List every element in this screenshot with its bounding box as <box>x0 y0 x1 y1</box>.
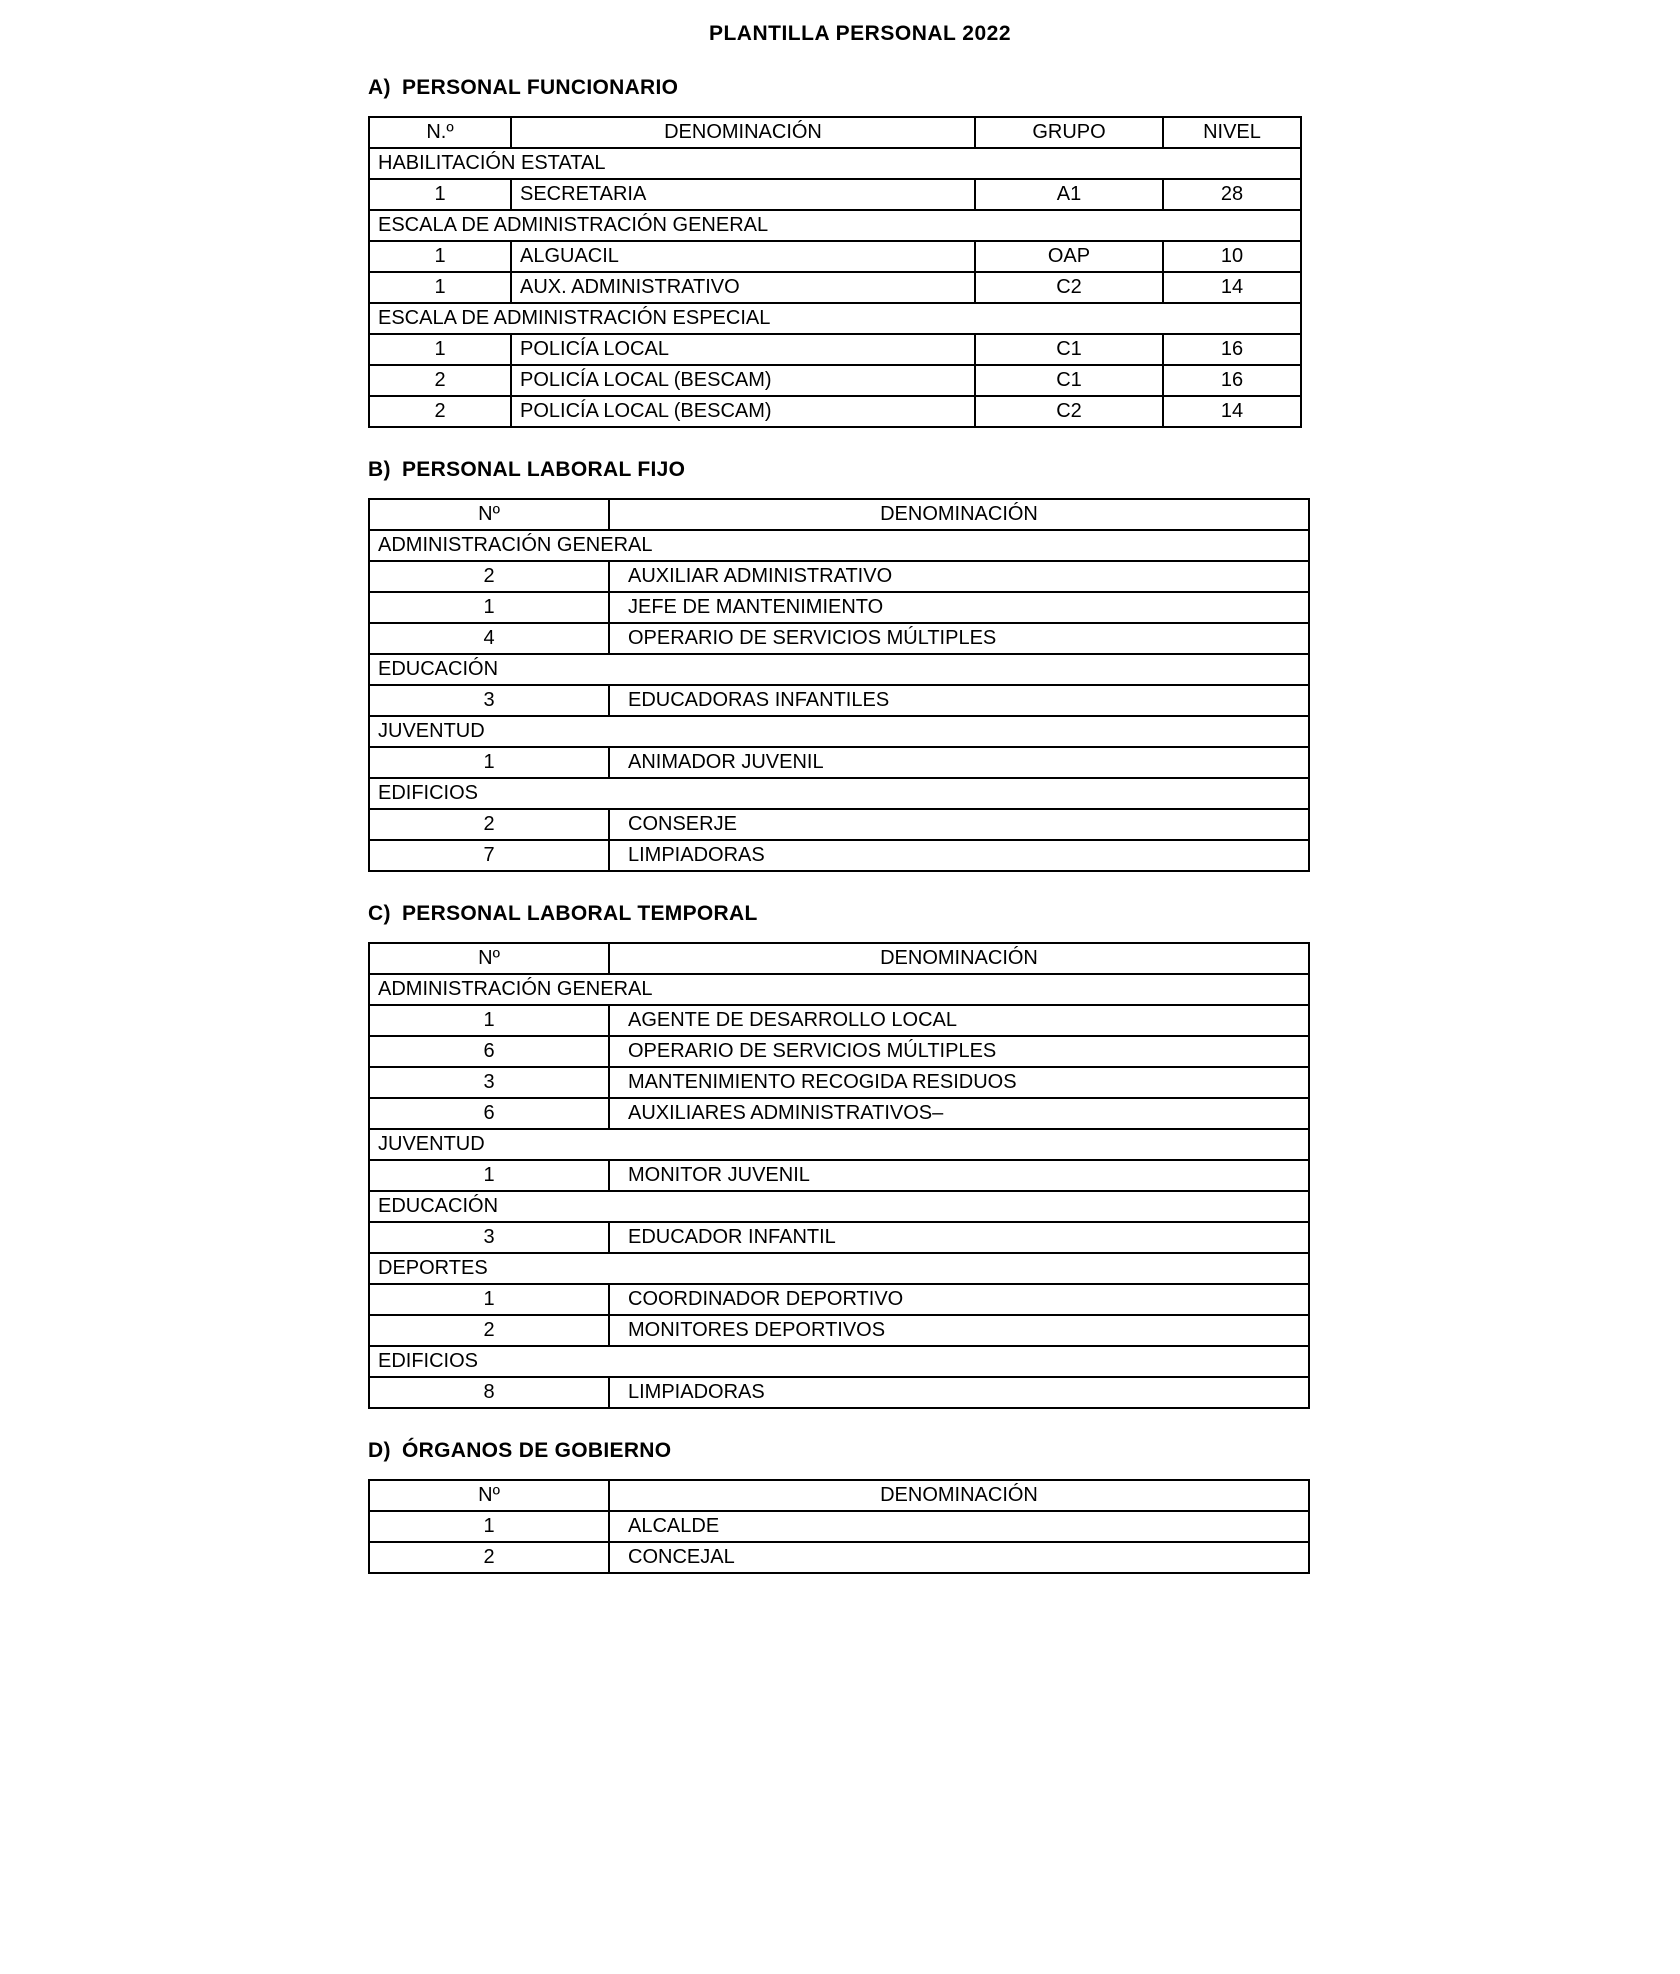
column-header-nivel: NIVEL <box>1163 117 1301 148</box>
group-label: ADMINISTRACIÓN GENERAL <box>369 530 1309 561</box>
section-letter-b: B) <box>368 458 391 481</box>
table-group-row <box>369 974 1309 1005</box>
cell-denominacion: MONITOR JUVENIL <box>609 1160 1309 1191</box>
section-title-d: ÓRGANOS DE GOBIERNO <box>402 1439 672 1462</box>
cell-denominacion: ANIMADOR JUVENIL <box>609 747 1309 778</box>
table-row <box>369 809 1309 840</box>
table-row <box>369 1377 1309 1408</box>
table-row <box>369 1160 1309 1191</box>
table-header-row <box>369 943 1309 974</box>
cell-denominacion: LIMPIADORAS <box>609 840 1309 871</box>
cell-num: 1 <box>369 334 511 365</box>
column-header-denominacion: DENOMINACIÓN <box>609 1480 1309 1511</box>
column-header-num: Nº <box>369 1480 609 1511</box>
table-group-row <box>369 1191 1309 1222</box>
table-personal-laboral-fijo <box>368 498 1310 872</box>
cell-num: 2 <box>369 396 511 427</box>
cell-denominacion: AUXILIAR ADMINISTRATIVO <box>609 561 1309 592</box>
cell-num: 1 <box>369 179 511 210</box>
cell-denominacion: CONCEJAL <box>609 1542 1309 1573</box>
group-label: ESCALA DE ADMINISTRACIÓN GENERAL <box>369 210 1301 241</box>
cell-num: 3 <box>369 685 609 716</box>
cell-denominacion: POLICÍA LOCAL (BESCAM) <box>511 396 975 427</box>
cell-num: 2 <box>369 561 609 592</box>
section-title-c: PERSONAL LABORAL TEMPORAL <box>402 902 758 925</box>
table-row <box>369 241 1301 272</box>
cell-nivel: 14 <box>1163 396 1301 427</box>
cell-num: 1 <box>369 1160 609 1191</box>
table-row <box>369 561 1309 592</box>
cell-denominacion: LIMPIADORAS <box>609 1377 1309 1408</box>
cell-denominacion: MONITORES DEPORTIVOS <box>609 1315 1309 1346</box>
table-row <box>369 1067 1309 1098</box>
cell-grupo: C2 <box>975 272 1163 303</box>
cell-num: 1 <box>369 1511 609 1542</box>
document-page <box>0 22 1680 1574</box>
table-group-row <box>369 1253 1309 1284</box>
cell-grupo: OAP <box>975 241 1163 272</box>
group-label: JUVENTUD <box>369 716 1309 747</box>
cell-grupo: A1 <box>975 179 1163 210</box>
table-row <box>369 1036 1309 1067</box>
section-personal-laboral-fijo <box>0 458 1680 872</box>
table-group-row <box>369 1346 1309 1377</box>
table-group-row <box>369 716 1309 747</box>
table-group-row <box>369 1129 1309 1160</box>
cell-denominacion: ALGUACIL <box>511 241 975 272</box>
table-row <box>369 334 1301 365</box>
cell-num: 6 <box>369 1036 609 1067</box>
cell-num: 2 <box>369 1315 609 1346</box>
table-group-row <box>369 148 1301 179</box>
column-header-denominacion: DENOMINACIÓN <box>511 117 975 148</box>
table-personal-funcionario <box>368 116 1302 428</box>
cell-denominacion: CONSERJE <box>609 809 1309 840</box>
cell-num: 1 <box>369 592 609 623</box>
table-header-row <box>369 499 1309 530</box>
cell-nivel: 28 <box>1163 179 1301 210</box>
cell-nivel: 14 <box>1163 272 1301 303</box>
section-heading-a <box>368 76 1680 100</box>
table-row <box>369 365 1301 396</box>
table-row <box>369 1005 1309 1036</box>
cell-num: 4 <box>369 623 609 654</box>
table-row <box>369 179 1301 210</box>
section-heading-c <box>368 902 1680 926</box>
page-title: PLANTILLA PERSONAL 2022 <box>708 22 1012 45</box>
cell-denominacion: EDUCADOR INFANTIL <box>609 1222 1309 1253</box>
cell-denominacion: AUXILIARES ADMINISTRATIVOS– <box>609 1098 1309 1129</box>
table-row <box>369 747 1309 778</box>
table-row <box>369 623 1309 654</box>
cell-grupo: C2 <box>975 396 1163 427</box>
cell-denominacion: EDUCADORAS INFANTILES <box>609 685 1309 716</box>
table-group-row <box>369 530 1309 561</box>
section-title-b: PERSONAL LABORAL FIJO <box>402 458 686 481</box>
cell-num: 2 <box>369 365 511 396</box>
group-label: JUVENTUD <box>369 1129 1309 1160</box>
cell-denominacion: OPERARIO DE SERVICIOS MÚLTIPLES <box>609 1036 1309 1067</box>
table-personal-laboral-temporal <box>368 942 1310 1409</box>
section-organos-de-gobierno <box>0 1439 1680 1574</box>
section-heading-b <box>368 458 1680 482</box>
cell-num: 6 <box>369 1098 609 1129</box>
cell-num: 2 <box>369 809 609 840</box>
cell-num: 2 <box>369 1542 609 1573</box>
column-header-num: Nº <box>369 943 609 974</box>
group-label: EDUCACIÓN <box>369 1191 1309 1222</box>
group-label: EDIFICIOS <box>369 778 1309 809</box>
cell-num: 1 <box>369 1284 609 1315</box>
column-header-denominacion: DENOMINACIÓN <box>609 499 1309 530</box>
cell-denominacion: AGENTE DE DESARROLLO LOCAL <box>609 1005 1309 1036</box>
cell-nivel: 10 <box>1163 241 1301 272</box>
cell-denominacion: ALCALDE <box>609 1511 1309 1542</box>
cell-num: 1 <box>369 747 609 778</box>
section-letter-c: C) <box>368 902 391 925</box>
cell-denominacion: COORDINADOR DEPORTIVO <box>609 1284 1309 1315</box>
table-row <box>369 396 1301 427</box>
section-personal-funcionario <box>0 76 1680 428</box>
table-group-row <box>369 778 1309 809</box>
cell-nivel: 16 <box>1163 365 1301 396</box>
table-row <box>369 272 1301 303</box>
cell-num: 8 <box>369 1377 609 1408</box>
cell-denominacion: SECRETARIA <box>511 179 975 210</box>
table-header-row <box>369 117 1301 148</box>
cell-num: 1 <box>369 1005 609 1036</box>
cell-grupo: C1 <box>975 334 1163 365</box>
table-row <box>369 685 1309 716</box>
table-row <box>369 592 1309 623</box>
table-group-row <box>369 654 1309 685</box>
table-row <box>369 1315 1309 1346</box>
section-heading-d <box>368 1439 1680 1463</box>
column-header-grupo: GRUPO <box>975 117 1163 148</box>
table-row <box>369 1098 1309 1129</box>
cell-num: 3 <box>369 1222 609 1253</box>
cell-num: 7 <box>369 840 609 871</box>
table-organos-de-gobierno <box>368 1479 1310 1574</box>
column-header-num: N.º <box>369 117 511 148</box>
section-title-a: PERSONAL FUNCIONARIO <box>402 76 679 99</box>
section-letter-d: D) <box>368 1439 391 1462</box>
table-row <box>369 1542 1309 1573</box>
cell-denominacion: OPERARIO DE SERVICIOS MÚLTIPLES <box>609 623 1309 654</box>
table-header-row <box>369 1480 1309 1511</box>
column-header-num: Nº <box>369 499 609 530</box>
table-group-row <box>369 303 1301 334</box>
group-label: ADMINISTRACIÓN GENERAL <box>369 974 1309 1005</box>
group-label: EDIFICIOS <box>369 1346 1309 1377</box>
cell-num: 1 <box>369 241 511 272</box>
cell-denominacion: POLICÍA LOCAL (BESCAM) <box>511 365 975 396</box>
cell-denominacion: AUX. ADMINISTRATIVO <box>511 272 975 303</box>
cell-denominacion: POLICÍA LOCAL <box>511 334 975 365</box>
group-label: ESCALA DE ADMINISTRACIÓN ESPECIAL <box>369 303 1301 334</box>
column-header-denominacion: DENOMINACIÓN <box>609 943 1309 974</box>
table-row <box>369 840 1309 871</box>
section-personal-laboral-temporal <box>0 902 1680 1409</box>
section-letter-a: A) <box>368 76 391 99</box>
cell-denominacion: MANTENIMIENTO RECOGIDA RESIDUOS <box>609 1067 1309 1098</box>
group-label: EDUCACIÓN <box>369 654 1309 685</box>
cell-grupo: C1 <box>975 365 1163 396</box>
table-row <box>369 1511 1309 1542</box>
cell-num: 1 <box>369 272 511 303</box>
group-label: DEPORTES <box>369 1253 1309 1284</box>
table-row <box>369 1284 1309 1315</box>
table-group-row <box>369 210 1301 241</box>
cell-denominacion: JEFE DE MANTENIMIENTO <box>609 592 1309 623</box>
cell-nivel: 16 <box>1163 334 1301 365</box>
table-row <box>369 1222 1309 1253</box>
cell-num: 3 <box>369 1067 609 1098</box>
group-label: HABILITACIÓN ESTATAL <box>369 148 1301 179</box>
